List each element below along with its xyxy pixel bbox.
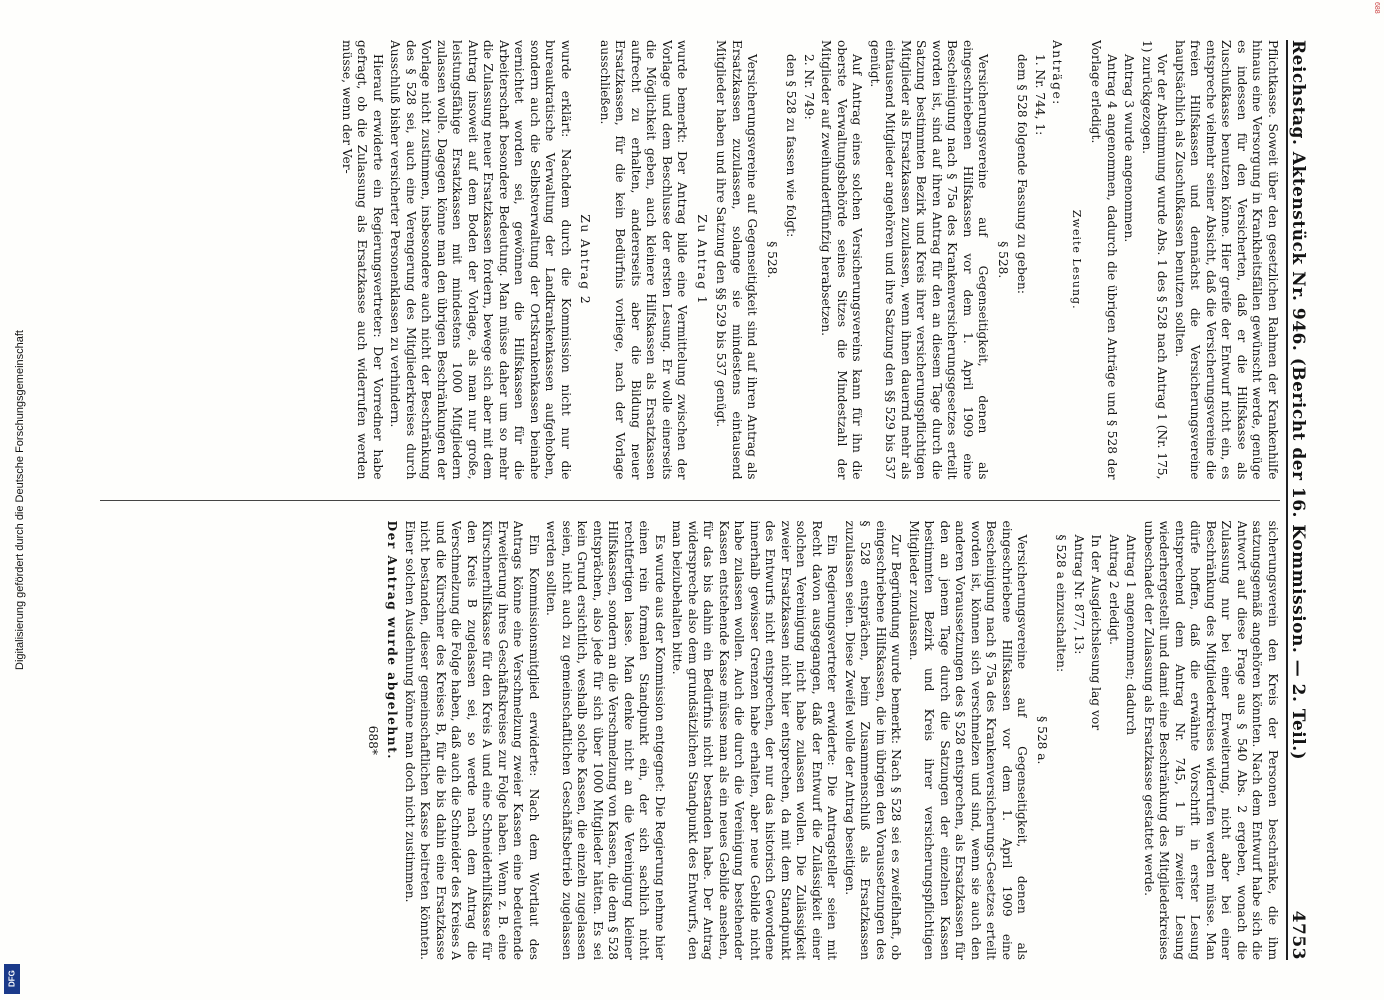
page-title: Reichstag. Aktenstück Nr. 946. (Bericht der 16. Kommission. — 2. Teil.)	[1288, 40, 1308, 761]
text-columns	[100, 40, 1280, 960]
subheading: Zu Antrag 1	[695, 214, 709, 306]
section-number: § 528 a.	[1035, 716, 1049, 765]
paragraph: Pflichtkasse. Soweit über den gesetzlichen Rahmen der Krankenhilfe hinaus eine Versorgung in Krankheitsfällen gewünscht werde, genüge es indessen für den Versicherten, daß er die Hilfskasse als Zuschußkasse benutzen könne. Hier greife der Entwurf nicht ein, es entspreche vielmehr seiner Absicht, daß die Versicherungsvereine die freien Hilfskassen und dennächst die Versicherungsvereine hauptsächlich als Zuschußkassen benutzen sollten.	[1173, 40, 1280, 480]
vote-line: Antrag 1 angenommen; dadurch	[1124, 534, 1139, 736]
digitization-credit: Digitalisierung gefördert durch die Deutsche Forschungsgemeinschaft	[14, 330, 26, 670]
corner-label: 688	[1373, 2, 1380, 14]
paragraph: Es wurde aus der Kommission entgegnet: Die Regierung nehme hier einen rein formalen Standpunkt ein, der sich sachlich nicht rechtfertigen lasse. Man denke nicht an die Vereinigung kleiner Hilfskassen, sondern an die Verschmelzung von Kassen, die dem § 528 entsprächen, also jede für sich über 1000 Mitglieder hätten. Es sei kein Grund ersichtlich, weshalb solche Kassen, die einzeln zugelassen seien, nicht auch zu gemeinschaftlichen Geschäftsbetrieb zugelassen werden sollten.	[544, 520, 667, 960]
motion-text: Versicherungsvereine auf Gegenseitigkeit, denen als eingeschriebenen Hilfskassen vor dem 1. April 1909 eine Bescheinigung nach § 75a des Krankenversicherungsgesetzes erteilt worden ist, sind auf ihren Antrag für den an diesem Tage durch die Satzung bestimmten Bezirk und Kreis ihrer versicherungspflichtigen Mitglieder als Ersatzkassen zuzulassen, wenn ihnen dauernd mehr als eintausend Mitglieder angehören und ihre Satzung den §§ 529 bis 537 genügt.	[868, 40, 991, 480]
motion-text: Versicherungsvereine auf Gegenseitigkeit sind auf ihren Antrag als Ersatzkassen zuzulassen, solange sie mindestens eintausend Mitglieder haben und ihre Satzung den §§ 529 bis 537 genügt.	[714, 40, 760, 480]
section-heading: Zweite Lesung.	[1070, 209, 1083, 310]
paragraph: In der Ausgleichslesung lag vor	[1089, 534, 1104, 731]
motion-intro: den § 528 zu fassen wie folgt:	[784, 54, 799, 238]
label: Anträge:	[1050, 40, 1065, 106]
column-divider	[100, 500, 1280, 501]
rotated-content	[80, 40, 1320, 960]
paragraph: sicherungsverein den Kreis der Personen beschränke, die ihm satzungsgemäß angehören könnten. Nach dem Entwurf habe sich die Antwort auf diese Frage aus § 540 Abs. 2 ergeben, wonach die Zulassung nur bei einer Erweiterung, nicht aber bei einer Beschränkung des Mitgliederkreises widerrufen werden müsse. Man dürfe hoffen, daß die erwähnte Vorschrift in erster Lesung entsprechend dem Antrag Nr. 745, 1 in zweiter Lesung wiederhergestellt und damit eine Beschränkung des Mitgliederkreises unbeschadet der Zulassung als Ersatzkasse gestattet werde.	[1142, 520, 1280, 960]
paragraph: Hierauf erwiderte ein Regierungsvertreter: Der Vorredner habe gefragt, ob die Zulassung als Ersatzkasse auch widerrufen werden müsse, wenn der Ver-	[340, 40, 385, 480]
page-number: 4753	[1288, 910, 1308, 960]
motion-intro: dem § 528 folgende Fassung zu geben:	[1015, 54, 1030, 294]
column-right	[100, 521, 1280, 961]
paragraph: wurde erklärt: Nachdem durch die Kommission nicht nur die bureaukratische Verwaltung der Landkrankenkassen aufgehoben, sondern auch die Selbstverwaltung der Ortskrankenkassen beinahe vernichtet worden sei, gewönnen die Hilfskassen für die Arbeiterschaft besondere Bedeutung. Man müsse daher um so mehr die Zulassung neuer Ersatzkassen fordern, bewege sich aber mit dem Antrag insoweit auf dem Boden der Vorlage, als man nur große, leistungsfähige Ersatzkassen mit mindestens 1000 Mitgliedern zulassen wolle. Dagegen könne man den übrigen Beschränkungen der Vorlage nicht zustimmen, insbesondere auch nicht der Beschränkung des § 528 sei, auch eine Verengerung des Mitgliederkreises durch Ausschluß bisher versicherter Personenklassen zu verhindern.	[388, 40, 573, 480]
motion-text: Auf Antrag eines solchen Versicherungsvereins kann für ihn die oberste Verwaltungsbehörde seines Sitzes die Mindestzahl der Mitglieder auf zweihundertfünfzig herabsetzen.	[819, 40, 865, 480]
paragraph: wurde bemerkt: Der Antrag bilde eine Vermittelung zwischen der Vorlage und dem Beschlusse der ersten Lesung. Er wolle einerseits die Möglichkeit geben, auch kleinere Hilfskassen als Ersatzkassen aufrecht zu erhalten, andererseits aber die Bildung neuer Ersatzkassen, für die kein Bedürfnis vorliege, nach der Vorlage ausschließen.	[598, 40, 690, 480]
dfg-logo: DFG	[4, 964, 20, 994]
motion-intro: § 528 a einzuschalten:	[1054, 534, 1069, 673]
paragraph: Zur Begründung wurde bemerkt: Nach § 528 sei es zweifelhaft, ob eingeschriebene Hilfskassen, die im übrigen den Voraussetzungen des § 528 entsprächen, beim Zusammenschluß als Ersatzkassen zuzulassen seien. Diese Zweifel wolle der Antrag beseitigen.	[843, 520, 904, 960]
column-left	[100, 40, 1280, 480]
paragraph: Antrag 3 wurde angenommen.	[1122, 54, 1137, 243]
running-head	[1286, 40, 1320, 960]
motion-head: 1. Nr. 744, 1:	[1033, 54, 1047, 136]
paragraph: Ein Kommissionsmitglied erwiderte: Nach dem Wortlaut des Antrags könne eine Verschmelzung zweier Kassen eine bedeutende Erweiterung ihres Geschäftskreises zur Folge haben. Wenn z. B. eine Kürschnerhilfskasse für den Kreis A und eine Schneiderhilfskasse für den Kreis B zugelassen sei, so werde nach dem Antrag die Verschmelzung die Folge haben, daß auch die Schneider des Kreises A und die Kürschner des Kreises B, für die bis dahin eine Ersatzkasse nicht bestanden, dieser gemeinschaftlichen Kasse beitreten könnten. Einer solchen Ausdehnung könne man doch nicht zustimmen.	[403, 520, 541, 960]
result-line: Der Antrag wurde abgelehnt.	[385, 520, 400, 760]
motion-head: 2. Nr. 749:	[802, 54, 816, 120]
section-number: § 528.	[765, 241, 779, 279]
paragraph: Antrag 4 angenommen, dadurch die übrigen Anträge und § 528 der Vorlage erledigt.	[1089, 40, 1119, 480]
paragraph: Ein Regierungsvertreter erwiderte: Die Antragsteller seien mit Recht davon ausgegangen, daß der Entwurf die Zulässigkeit einer solchen Vereinigung nicht habe zulassen wollen. Die Zulässigkeit zweier Ersatzkassen nicht hier entsprechen, da mit dem Standpunkt des Entwurfs nicht entsprechen, der nur das historisch Gewordene innerhalb gewisser Grenzen habe erhalten, aber neue Gebilde nicht habe zulassen wollen. Auch die durch die Vereinigung bestehender Kassen entstehende Kasse müsse man als ein neues Gebilde ansehen, für das bis dahin ein Bedürfnis nicht bestanden habe. Der Antrag widerspreche also dem grundsätzlichen Standpunkt des Entwurfs, den man beizubehalten bitte.	[670, 520, 840, 960]
motion-text: Versicherungsvereine auf Gegenseitigkeit, denen als eingeschriebene Hilfskassen vor dem 1. April 1909 eine Bescheinigung nach § 75a des Krankenversicherungs-Gesetzes erteilt worden ist, können sich verschmelzen und sind, wenn sie auch den anderen Voraussetzungen des § 528 entsprechen, als Ersatzkassen für den an jenem Tage durch die Satzungen der einzelnen Kassen bestimmten Bezirk und Kreis ihrer versicherungspflichtigen Mitglieder zuzulassen.	[907, 520, 1030, 960]
vote-line: Antrag 2 erledigt.	[1107, 534, 1121, 645]
subheading: Zu Antrag 2	[578, 214, 593, 306]
section-number: § 528.	[996, 241, 1010, 279]
motion-head: Antrag Nr. 877, 13:	[1072, 534, 1086, 655]
digitization-footer	[10, 0, 30, 1000]
sheet-mark: 688*	[366, 725, 380, 755]
paragraph: Vor der Abstimmung wurde Abs. 1 des § 528 nach Antrag 1 (Nr. 175, 1) zurückgezogen.	[1140, 40, 1170, 480]
